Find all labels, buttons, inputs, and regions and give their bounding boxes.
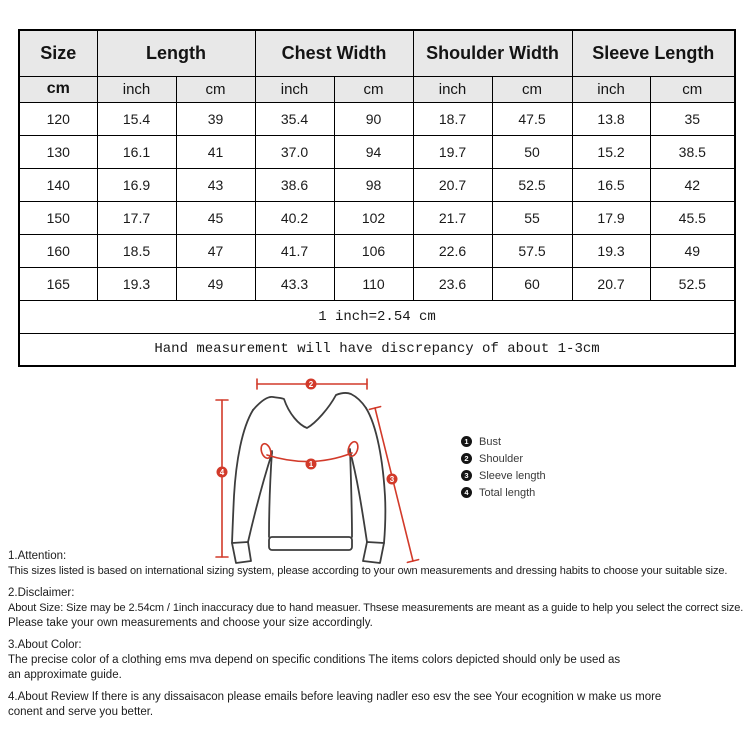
attention-body: This sizes listed is based on international sizing system, please according to your own measurements and dressing habits to choose your suitable size. bbox=[8, 565, 728, 577]
table-cell: 19.3 bbox=[572, 234, 650, 267]
badge-shoulder bbox=[306, 379, 317, 390]
badge-bust bbox=[306, 459, 317, 470]
table-cell: 165 bbox=[19, 267, 97, 300]
table-cell: 106 bbox=[334, 234, 413, 267]
unit-cell: cm bbox=[176, 76, 255, 102]
col-header-shoulder-width: Shoulder Width bbox=[413, 30, 572, 76]
table-cell: 16.5 bbox=[572, 168, 650, 201]
about-review-body-line1: 4.About Review If there is any dissaisacon please emails before leaving nadler eso esv the see Your ecognition w make us more bbox=[8, 691, 662, 703]
table-cell: 18.5 bbox=[97, 234, 176, 267]
sweater-measurement-diagram bbox=[195, 376, 450, 572]
table-cell: 17.9 bbox=[572, 201, 650, 234]
legend-item-total-length bbox=[461, 484, 546, 501]
table-cell: 23.6 bbox=[413, 267, 492, 300]
notes-section bbox=[8, 549, 748, 727]
disclaimer-body-line2: Please take your own measurements and choose your size accordingly. bbox=[8, 617, 373, 629]
table-cell: 40.2 bbox=[255, 201, 334, 234]
about-color-body-line2: an approximate guide. bbox=[8, 669, 122, 681]
col-header-length: Length bbox=[97, 30, 255, 76]
legend-item-shoulder bbox=[461, 450, 546, 467]
about-color-body-line1: The precise color of a clothing ems mva depend on specific conditions The items colors depicted should only be used as bbox=[8, 654, 621, 666]
table-cell: 140 bbox=[19, 168, 97, 201]
legend-item-sleeve-length bbox=[461, 467, 546, 484]
table-cell: 98 bbox=[334, 168, 413, 201]
table-cell: 15.2 bbox=[572, 135, 650, 168]
col-header-chest-width: Chest Width bbox=[255, 30, 413, 76]
legend-item-bust bbox=[461, 433, 546, 450]
about-color-title: 3.About Color: bbox=[8, 639, 82, 651]
table-cell: 19.7 bbox=[413, 135, 492, 168]
table-cell: 150 bbox=[19, 201, 97, 234]
measurement-lines bbox=[216, 379, 419, 562]
table-row bbox=[19, 168, 735, 201]
unit-cell: cm bbox=[492, 76, 572, 102]
measurement-legend bbox=[461, 433, 546, 501]
table-row bbox=[19, 201, 735, 234]
conversion-note-row bbox=[19, 300, 735, 333]
table-cell: 45.5 bbox=[650, 201, 735, 234]
table-cell: 47.5 bbox=[492, 102, 572, 135]
unit-cell: cm bbox=[19, 76, 97, 102]
table-cell: 160 bbox=[19, 234, 97, 267]
table-cell: 41.7 bbox=[255, 234, 334, 267]
shoulder-number-icon: 2 bbox=[461, 453, 472, 464]
table-row bbox=[19, 267, 735, 300]
col-header-sleeve-length: Sleeve Length bbox=[572, 30, 735, 76]
conversion-note: 1 inch=2.54 cm bbox=[19, 300, 735, 333]
table-row bbox=[19, 234, 735, 267]
table-cell: 45 bbox=[176, 201, 255, 234]
legend-label: Shoulder bbox=[479, 452, 524, 465]
table-cell: 19.3 bbox=[97, 267, 176, 300]
sleeve-length-measure-line bbox=[369, 407, 418, 563]
size-table bbox=[18, 29, 736, 367]
about-review-body-line2: conent and serve you better. bbox=[8, 706, 154, 718]
table-cell: 52.5 bbox=[492, 168, 572, 201]
col-header-size: Size bbox=[19, 30, 97, 76]
table-cell: 110 bbox=[334, 267, 413, 300]
legend-label: Total length bbox=[479, 486, 536, 499]
table-cell: 38.6 bbox=[255, 168, 334, 201]
table-cell: 120 bbox=[19, 102, 97, 135]
sleeve-length-number-icon: 3 bbox=[461, 470, 472, 481]
table-cell: 60 bbox=[492, 267, 572, 300]
table-cell: 15.4 bbox=[97, 102, 176, 135]
attention-section bbox=[8, 549, 748, 579]
table-cell: 49 bbox=[176, 267, 255, 300]
unit-row bbox=[19, 76, 735, 102]
about-review-section bbox=[8, 690, 748, 720]
table-cell: 22.6 bbox=[413, 234, 492, 267]
disclaimer-body-line1: About Size: Size may be 2.54cm / 1inch inaccuracy due to hand measuer. Thsese measurements are meant as a guide to help you select the correct size. bbox=[8, 602, 744, 614]
about-color-section bbox=[8, 638, 748, 683]
table-cell: 35.4 bbox=[255, 102, 334, 135]
table-cell: 43.3 bbox=[255, 267, 334, 300]
unit-cell: inch bbox=[97, 76, 176, 102]
svg-text:1: 1 bbox=[308, 459, 314, 469]
svg-text:2: 2 bbox=[308, 379, 314, 389]
measurement-note-row bbox=[19, 333, 735, 366]
measurement-note: Hand measurement will have discrepancy of about 1-3cm bbox=[19, 333, 735, 366]
disclaimer-title: 2.Disclaimer: bbox=[8, 587, 75, 599]
disclaimer-section bbox=[8, 586, 748, 631]
table-cell: 17.7 bbox=[97, 201, 176, 234]
table-cell: 39 bbox=[176, 102, 255, 135]
table-cell: 16.9 bbox=[97, 168, 176, 201]
bust-number-icon: 1 bbox=[461, 436, 472, 447]
table-cell: 20.7 bbox=[413, 168, 492, 201]
table-row bbox=[19, 135, 735, 168]
table-cell: 130 bbox=[19, 135, 97, 168]
unit-cell: inch bbox=[255, 76, 334, 102]
svg-text:4: 4 bbox=[219, 467, 225, 477]
badge-sleeve-length bbox=[387, 474, 398, 485]
table-cell: 47 bbox=[176, 234, 255, 267]
table-cell: 55 bbox=[492, 201, 572, 234]
size-table-body bbox=[19, 102, 735, 300]
table-cell: 42 bbox=[650, 168, 735, 201]
unit-cell: cm bbox=[650, 76, 735, 102]
table-cell: 52.5 bbox=[650, 267, 735, 300]
table-cell: 41 bbox=[176, 135, 255, 168]
sweater-outline-icon bbox=[232, 393, 385, 563]
unit-cell: inch bbox=[572, 76, 650, 102]
badge-total-length bbox=[217, 467, 228, 478]
unit-cell: cm bbox=[334, 76, 413, 102]
table-cell: 43 bbox=[176, 168, 255, 201]
table-cell: 35 bbox=[650, 102, 735, 135]
table-cell: 102 bbox=[334, 201, 413, 234]
table-cell: 37.0 bbox=[255, 135, 334, 168]
table-cell: 90 bbox=[334, 102, 413, 135]
table-cell: 21.7 bbox=[413, 201, 492, 234]
table-cell: 57.5 bbox=[492, 234, 572, 267]
unit-cell: inch bbox=[413, 76, 492, 102]
table-cell: 49 bbox=[650, 234, 735, 267]
total-length-number-icon: 4 bbox=[461, 487, 472, 498]
table-cell: 18.7 bbox=[413, 102, 492, 135]
bust-measure-line bbox=[259, 440, 359, 461]
attention-title: 1.Attention: bbox=[8, 550, 67, 562]
total-length-measure-line bbox=[216, 400, 228, 557]
table-cell: 38.5 bbox=[650, 135, 735, 168]
table-cell: 13.8 bbox=[572, 102, 650, 135]
legend-label: Sleeve length bbox=[479, 469, 546, 482]
svg-text:3: 3 bbox=[389, 474, 395, 484]
table-row bbox=[19, 102, 735, 135]
table-header-row bbox=[19, 30, 735, 76]
table-cell: 50 bbox=[492, 135, 572, 168]
table-cell: 16.1 bbox=[97, 135, 176, 168]
legend-label: Bust bbox=[479, 435, 502, 448]
table-cell: 94 bbox=[334, 135, 413, 168]
table-cell: 20.7 bbox=[572, 267, 650, 300]
